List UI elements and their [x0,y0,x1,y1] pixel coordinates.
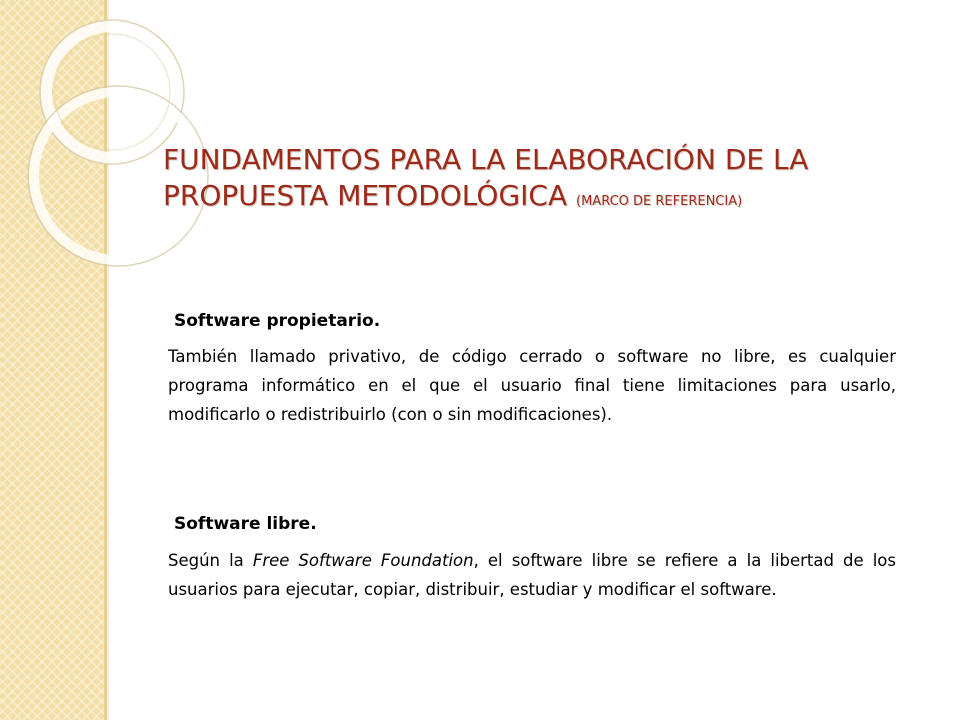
section-body-text-end: , el software libre se refiere a la libertad de los usuarios para ejecutar, copiar, distribuir, estudiar y modificar el software. [168,551,897,599]
slide-title [163,142,883,220]
slide-title-subtitle: (MARCO DE REFERENCIA) [576,194,743,209]
section-body-software-libre [168,546,896,604]
foundation-name: Free Software Foundation [252,551,474,570]
section-heading-software-propietario: Software propietario. [174,311,381,331]
slide-title-main: FUNDAMENTOS PARA LA ELABORACIÓN DE LA PROPUESTA METODOLÓGICA [163,143,809,212]
section-heading-software-libre: Software libre. [174,514,317,534]
section-body-text-start: Según la [168,551,253,570]
section-body-software-propietario: También llamado privativo, de código cerrado o software no libre, es cualquier programa informático en el que el usuario final tiene limitaciones para usarlo, modificarlo o redistribuirlo (con o sin modificaciones). [168,347,896,424]
